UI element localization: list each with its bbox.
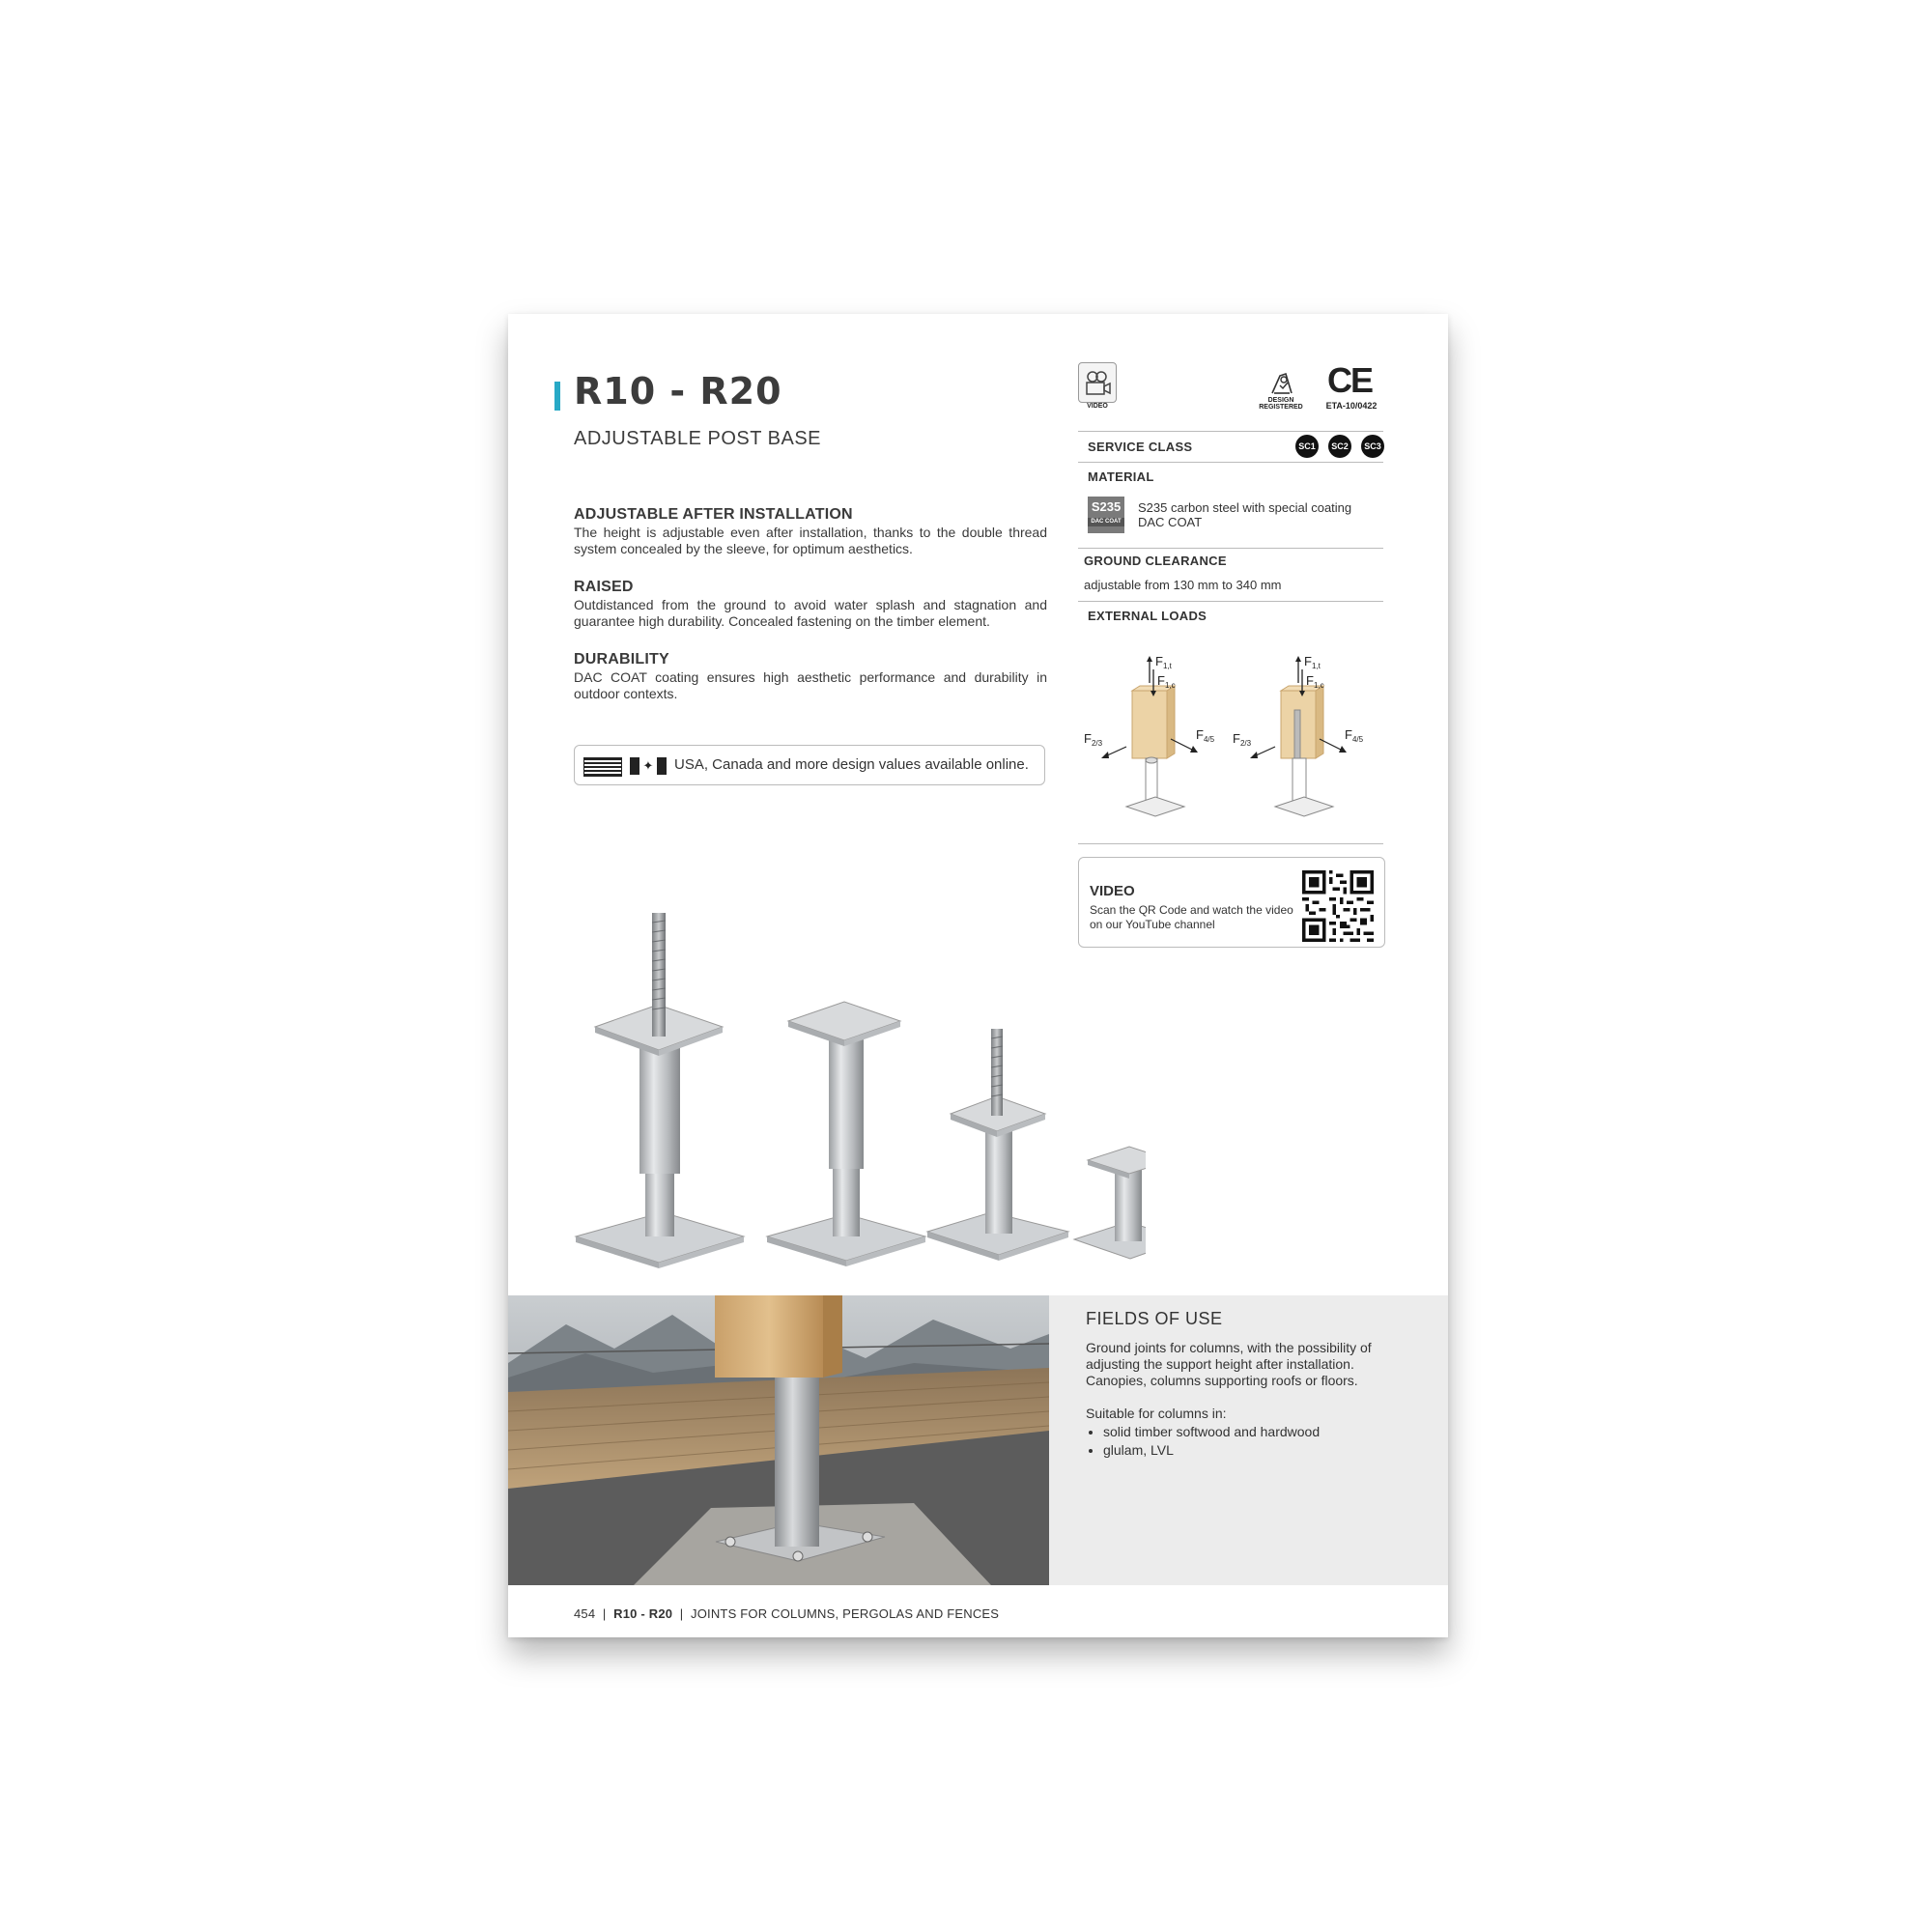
feature-text-durability: DAC COAT coating ensures high aesthetic performance and durability in outdoor contexts. [574, 669, 1047, 701]
canada-flag-icon: ✦ [630, 757, 667, 775]
fields-of-use-heading: FIELDS OF USE [1086, 1309, 1223, 1328]
service-class-label: SERVICE CLASS [1088, 440, 1193, 454]
feature-heading-raised: RAISED [574, 579, 634, 595]
title-accent-bar [554, 382, 560, 411]
load-label-f45: $F_{4/5}$ [1196, 727, 1215, 744]
load-label-f23: $F_{2/3}$ [1084, 731, 1103, 748]
spec-divider [1078, 548, 1383, 549]
catalog-page [508, 314, 1448, 1637]
design-label-line2: REGISTERED [1259, 404, 1303, 411]
sc3-badge: SC3 [1361, 435, 1384, 458]
design-label-line1: DESIGN [1267, 397, 1294, 404]
usa-flag-icon [583, 757, 622, 777]
spec-divider [1078, 601, 1383, 602]
sc1-badge: SC1 [1295, 435, 1319, 458]
product-render-image [566, 836, 1146, 1299]
qr-code-icon[interactable] [1302, 870, 1374, 942]
material-code: S235 [1091, 499, 1122, 514]
video-icon-label: VIDEO [1087, 403, 1108, 410]
installation-photo [508, 1295, 1049, 1585]
load-label-f1c: $F_{1,c}$ [1157, 673, 1176, 690]
material-text: S235 carbon steel with special coating DAC COAT [1138, 500, 1352, 529]
fields-of-use-text: Ground joints for columns, with the possibility of adjusting the support height after installation. Canopies, columns supporting roofs or floors. [1086, 1340, 1372, 1388]
feature-heading-durability: DURABILITY [574, 651, 669, 668]
fields-of-use-list [1086, 1423, 1320, 1460]
ground-clearance-label: GROUND CLEARANCE [1084, 554, 1227, 568]
material-coat: DAC COAT [1088, 518, 1124, 526]
footer-section: JOINTS FOR COLUMNS, PERGOLAS AND FENCES [691, 1606, 1000, 1621]
page-subtitle: ADJUSTABLE POST BASE [574, 428, 822, 449]
feature-text-adjustable: The height is adjustable even after installation, thanks to the double thread system concealed by the sleeve, for optimum aesthetics. [574, 525, 1047, 556]
video-camera-icon[interactable] [1078, 362, 1117, 403]
list-item: • glulam, LVL [1103, 1441, 1320, 1460]
video-box-text: Scan the QR Code and watch the video on our YouTube channel [1090, 903, 1293, 931]
material-label: MATERIAL [1088, 469, 1154, 484]
ce-mark-icon: CE [1327, 360, 1373, 400]
load-label-f23: $F_{2/3}$ [1233, 731, 1252, 748]
footer-product: R10 - R20 [613, 1606, 673, 1621]
load-label-f45: $F_{4/5}$ [1345, 727, 1364, 744]
post-base-r20-tall [767, 1002, 925, 1266]
external-loads-diagram [1078, 642, 1383, 836]
page-title: R10 - R20 [574, 370, 782, 412]
fields-of-use-suitable-intro: Suitable for columns in: [1086, 1406, 1227, 1421]
design-registered-icon [1263, 368, 1301, 397]
load-label-f1t: $F_{1,t}$ [1155, 654, 1172, 670]
post-base-r20-short [1074, 1147, 1146, 1259]
spec-divider [1078, 431, 1383, 432]
load-diagram-left [1084, 654, 1215, 816]
spec-divider [1078, 462, 1383, 463]
ground-clearance-text: adjustable from 130 mm to 340 mm [1084, 578, 1282, 592]
list-item: • solid timber softwood and hardwood [1103, 1423, 1320, 1441]
load-label-f1t: $F_{1,t}$ [1304, 654, 1321, 670]
feature-text-raised: Outdistanced from the ground to avoid water splash and stagnation and guarantee high durability. Concealed fastening on the timber element. [574, 597, 1047, 629]
video-box-title: VIDEO [1090, 883, 1135, 899]
design-registered-label [1252, 397, 1310, 411]
page-number: 454 [574, 1606, 596, 1621]
post-base-r10-tall-threaded [576, 913, 744, 1268]
post-base-r10-short-threaded [927, 1029, 1068, 1261]
region-note-text: USA, Canada and more design values available online. [674, 756, 1029, 773]
sc2-badge: SC2 [1328, 435, 1351, 458]
s235-material-icon [1088, 497, 1124, 533]
load-label-f1c: $F_{1,c}$ [1306, 673, 1324, 690]
eta-label: ETA-10/0422 [1325, 401, 1378, 411]
feature-heading-adjustable: ADJUSTABLE AFTER INSTALLATION [574, 506, 853, 523]
page-footer: 454 | R10 - R20 | JOINTS FOR COLUMNS, PERGOLAS AND FENCES [574, 1606, 1000, 1621]
load-diagram-right [1233, 654, 1364, 816]
external-loads-label: EXTERNAL LOADS [1088, 609, 1208, 623]
